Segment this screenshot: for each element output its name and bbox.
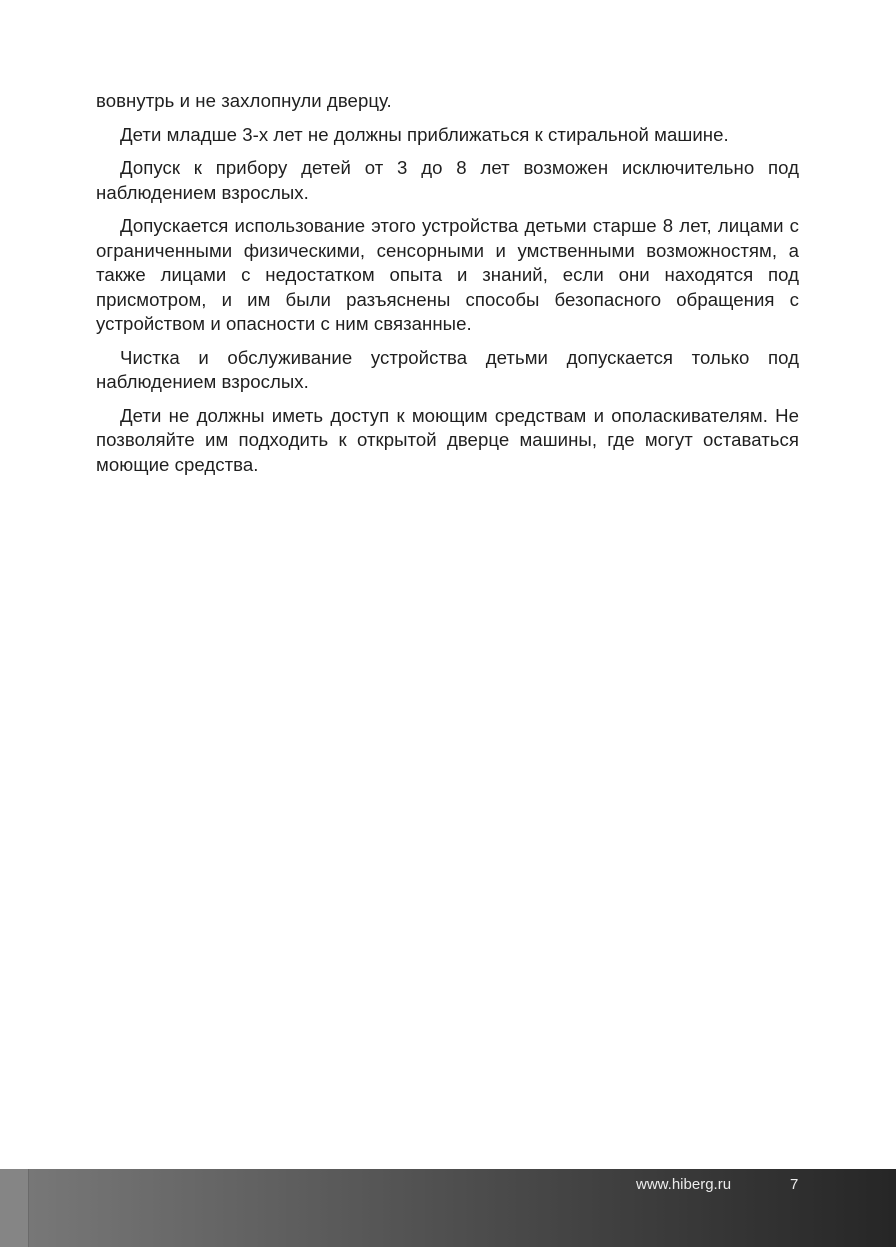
paragraph-detergents: Дети не должны иметь доступ к моющим средствам и ополаскивателям. Не позволяйте им подходить к открытой дверце машины, где могут оставаться моющие средства. [96, 404, 799, 475]
page-footer [0, 1169, 896, 1247]
paragraph-children-3-to-8: Допуск к прибору детей от 3 до 8 лет возможен исключительно под наблюдением взрослых. [96, 157, 799, 203]
footer-page-number: 7 [790, 1176, 799, 1193]
footer-side-strip [0, 1169, 29, 1247]
paragraph-cleaning-maintenance: Чистка и обслуживание устройства детьми допускается только под наблюдением взрослых. [96, 346, 799, 392]
paragraph-continuation: вовнутрь и не захлопнули дверцу. [96, 90, 392, 111]
paragraph-children-under-3: Дети младше 3-х лет не должны приближаться к стиральной машине. [120, 123, 729, 145]
footer-website-url: www.hiberg.ru [636, 1176, 732, 1193]
document-body [96, 89, 799, 486]
paragraph-permitted-use: Допускается использование этого устройства детьми старше 8 лет, лицами с ограниченными физическими, сенсорными и умственными возможностям, а также лицами с недостатком опыта и знаний, если они находятся под присмотром, и им были разъяснены способы безопасного обращения с устройством и опасности с ним связанные. [96, 215, 799, 334]
